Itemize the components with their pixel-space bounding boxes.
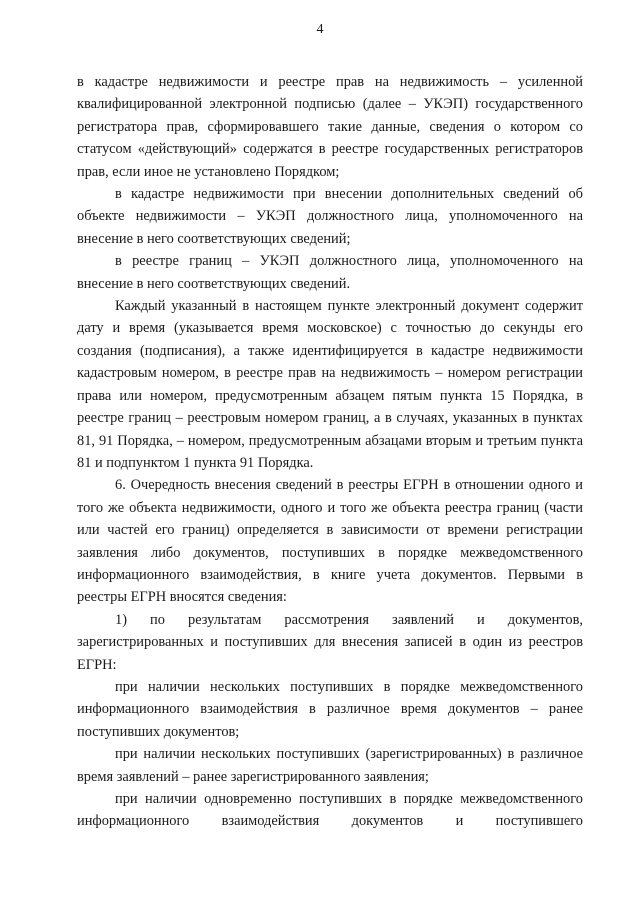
paragraph-1: в кадастре недвижимости и реестре прав на недвижимость – усиленной квалифицированной электронной подписью (далее – УКЭП) государственного регистратора прав, сформировавшего такие данные, сведения о котором со статусом «действующий» содержатся в реестре государственных регистраторов прав, если иное не установлено Порядком; [77,74,583,180]
page-number: 4 [316,22,324,37]
paragraph-6: 1) по результатам рассмотрения заявлений и документов, зарегистрированных и поступивших для внесения записей в один из реестров ЕГРН: [77,611,583,673]
paragraph-8: при наличии нескольких поступивших (зарегистрированных) в различное время заявлений – ранее зарегистрированного заявления; [77,746,583,785]
paragraph-9: при наличии одновременно поступивших в порядке межведомственного информационного взаимодействия документов и поступившего [77,791,583,830]
document-body [77,71,583,833]
paragraph-2: в кадастре недвижимости при внесении дополнительных сведений об объекте недвижимости – УКЭП должностного лица, уполномоченного на внесение в него соответствующих сведений; [77,186,583,247]
paragraph-5: 6. Очередность внесения сведений в реестры ЕГРН в отношении одного и того же объекта недвижимости, одного и того же объекта реестра границ (части или частей его границ) определяется в зависимости от времени регистрации заявления либо документов, поступивших в порядке межведомственного информационного взаимодействия, в книге учета документов. Первыми в реестры ЕГРН вносятся сведения: [77,477,583,606]
paragraph-4: Каждый указанный в настоящем пункте электронный документ содержит дату и время (указывается время московское) с точностью до секунды его создания (подписания), а также идентифицируется в кадастре недвижимости кадастровым номером, в реестре прав на недвижимость – номером регистрации права или номером, предусмотренным абзацем пятым пункта 15 Порядка, в реестре границ – реестровым номером границ, а в случаях, указанных в пунктах 81, 91 Порядка, – номером, предусмотренным абзацами вторым и третьим пункта 81 и подпунктом 1 пункта 91 Порядка. [77,298,583,471]
paragraph-7: при наличии нескольких поступивших в порядке межведомственного информационного взаимодействия в различное время документов – ранее поступивших документов; [77,678,583,740]
paragraph-3: в реестре границ – УКЭП должностного лица, уполномоченного на внесение в него соответствующих сведений. [77,253,583,292]
